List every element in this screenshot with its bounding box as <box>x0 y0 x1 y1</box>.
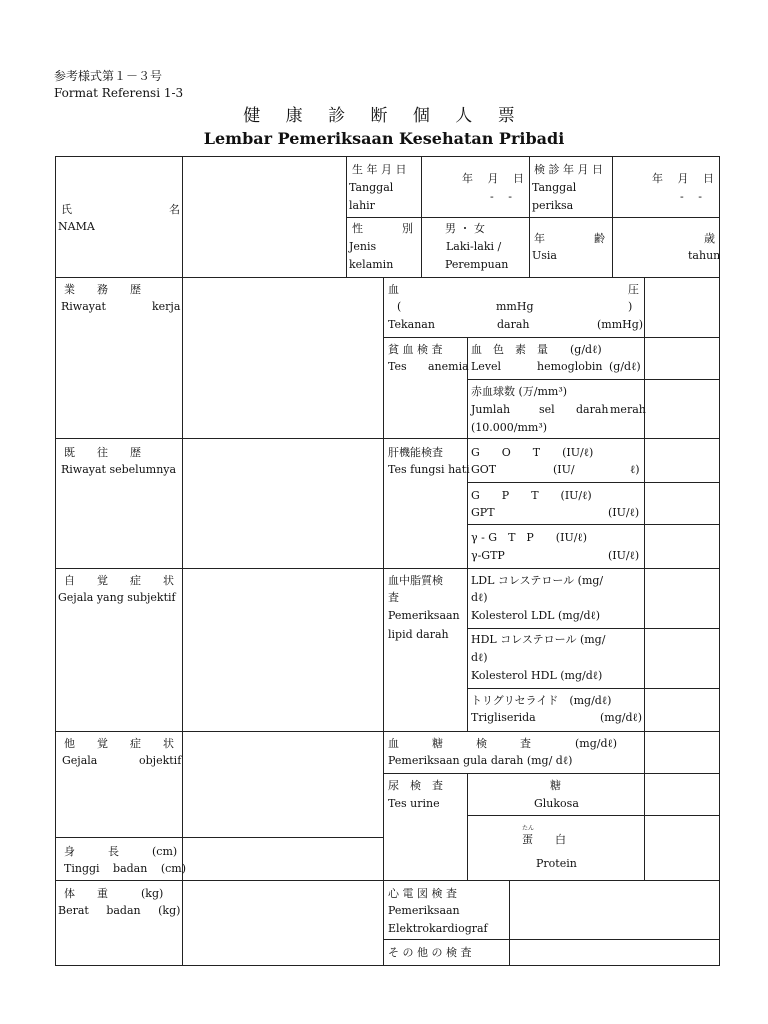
rbc-label-id-d: merah <box>610 403 646 416</box>
bp-label-jp-b: 圧 <box>628 283 639 296</box>
hemoglobin-label-jp: 血 色 素 量 (g/dℓ) <box>471 343 602 356</box>
dob-label-id-1: Tanggal <box>349 181 394 194</box>
hdl-label-jp-1: HDL コレステロール (mg/ <box>471 633 606 646</box>
age-label-jp-b: 齢 <box>594 232 605 245</box>
gpt-label-jp: G P T (IU/ℓ) <box>471 489 592 502</box>
ldl-label-jp-2: dℓ) <box>471 591 488 604</box>
ggtp-field[interactable] <box>645 525 718 567</box>
blood-sugar-field[interactable] <box>645 732 718 772</box>
glucose-field[interactable] <box>645 774 718 814</box>
height-label-id: Tinggi badan (cm) <box>64 862 186 875</box>
sex-option-jp[interactable]: 男 ・ 女 <box>445 222 485 235</box>
rbc-label-id-e: (10.000/mm³) <box>471 421 548 434</box>
rbc-label-id-b: sel <box>539 403 555 416</box>
other-tests-label-jp: そ の 他 の 検 査 <box>388 946 472 959</box>
job-history-field[interactable] <box>183 278 382 437</box>
bp-label-id-a: Tekanan <box>388 318 435 331</box>
dob-label-jp: 生 年 月 日 <box>352 163 407 176</box>
bp-label-id-b: darah <box>497 318 530 331</box>
name-label-jp-a: 氏 <box>61 203 72 216</box>
weight-field[interactable] <box>183 881 382 965</box>
got-label-id-c: ℓ) <box>630 463 640 476</box>
medical-history-field[interactable] <box>183 439 382 567</box>
triglyceride-label-jp: トリグリセライド (mg/dℓ) <box>471 694 612 707</box>
height-field[interactable] <box>183 838 382 879</box>
sex-option-id-1: Laki-laki / <box>446 240 502 253</box>
glucose-label-jp: 糖 <box>550 779 561 792</box>
ecg-label-id-2: Elektrokardiograf <box>388 922 488 935</box>
blood-sugar-label-jp: 血 糖 検 査 (mg/dℓ) <box>388 737 618 750</box>
subjective-symptoms-label-jp: 自 覚 症 状 <box>64 574 174 587</box>
gpt-label-id-a: GPT <box>471 506 495 519</box>
hdl-label-jp-2: dℓ) <box>471 651 488 664</box>
urine-test-label-id: Tes urine <box>388 797 440 810</box>
bp-field[interactable] <box>645 278 718 336</box>
job-history-label-jp: 業 務 歴 <box>64 283 141 296</box>
exam-date-label-jp: 検 診 年 月 日 <box>534 163 603 176</box>
height-label-jp: 身 長 (cm) <box>64 845 178 858</box>
subjective-symptoms-label-id: Gejala yang subjektif <box>58 591 176 604</box>
weight-label-id: Berat badan (kg) <box>58 904 181 917</box>
protein-ruby: たん <box>522 825 535 832</box>
ldl-field[interactable] <box>645 569 718 627</box>
lipid-test-label-jp-2: 査 <box>388 591 399 604</box>
bp-paren-left: ( <box>397 300 402 313</box>
rbc-field[interactable] <box>645 380 718 437</box>
urine-test-label-jp: 尿 検 査 <box>388 779 443 792</box>
name-label-jp-b: 名 <box>169 203 180 216</box>
anemia-label-jp: 貧 血 検 査 <box>388 343 443 356</box>
ldl-label-jp-1: LDL コレステロール (mg/ <box>471 574 604 587</box>
objective-symptoms-label-id-a: Gejala <box>62 754 98 767</box>
ggtp-label-id-b: (IU/ℓ) <box>608 549 640 562</box>
hdl-field[interactable] <box>645 629 718 687</box>
dob-value-dash: - - <box>490 190 512 203</box>
form-title-id: Lembar Pemeriksaan Kesehatan Pribadi <box>203 129 565 148</box>
protein-label-jp: 蛋 白 <box>522 833 566 846</box>
reference-number-jp: 参考様式第１－３号 <box>54 69 163 83</box>
triglyceride-label-id-a: Trigliserida <box>471 711 536 724</box>
protein-field[interactable] <box>645 816 718 879</box>
lipid-test-label-id-1: Pemeriksaan <box>388 609 460 622</box>
sex-option-id-2: Perempuan <box>445 258 509 271</box>
glucose-label-id: Glukosa <box>534 797 579 810</box>
weight-label-jp: 体 重 (kg) <box>64 887 164 900</box>
ggtp-label-jp: γ - G T P (IU/ℓ) <box>471 531 587 544</box>
job-history-label-id-b: kerja <box>152 300 181 313</box>
name-label-id: NAMA <box>58 220 95 233</box>
hemoglobin-label-id-a: Level <box>471 360 502 373</box>
form-title-jp: 健 康 診 断 個 人 票 <box>243 106 525 126</box>
age-unit-id: tahun <box>688 249 721 262</box>
lipid-test-label-id-2: lipid darah <box>388 628 449 641</box>
hemoglobin-field[interactable] <box>645 338 718 378</box>
exam-date-value-jp: 年 月 日 <box>652 172 714 185</box>
lipid-test-label-jp-1: 血中脂質検 <box>388 574 443 587</box>
ecg-label-jp: 心 電 図 検 査 <box>388 887 457 900</box>
gpt-field[interactable] <box>645 483 718 523</box>
dob-field[interactable] <box>422 157 528 216</box>
got-label-id-b: (IU/ <box>553 463 575 476</box>
medical-history-label-id: Riwayat sebelumnya <box>61 463 177 476</box>
age-unit-jp: 歳 <box>704 232 715 245</box>
exam-date-label-id-2: periksa <box>532 199 574 212</box>
exam-date-label-id-1: Tanggal <box>532 181 577 194</box>
bp-label-id-c: (mmHg) <box>597 318 644 331</box>
sex-label-id-1: Jenis <box>349 240 377 253</box>
rbc-label-jp: 赤血球数 (万/mm³) <box>471 385 568 398</box>
anemia-label-id-b: anemia <box>428 360 469 373</box>
triglyceride-label-id-b: (mg/dℓ) <box>600 711 643 724</box>
bp-label-jp-a: 血 <box>388 283 399 296</box>
blood-sugar-label-id: Pemeriksaan gula darah (mg/ dℓ) <box>388 754 573 767</box>
sex-label-id-2: kelamin <box>349 258 394 271</box>
objective-symptoms-field[interactable] <box>183 732 382 836</box>
got-label-jp: G O T (IU/ℓ) <box>471 446 594 459</box>
anemia-label-id-a: Tes <box>388 360 407 373</box>
objective-symptoms-label-jp: 他 覚 症 状 <box>64 737 174 750</box>
rbc-label-id-a: Jumlah <box>471 403 511 416</box>
hemoglobin-label-id-b: hemoglobin <box>537 360 603 373</box>
rbc-label-id-c: darah <box>576 403 609 416</box>
age-field[interactable] <box>613 218 721 276</box>
hdl-label-id: Kolesterol HDL (mg/dℓ) <box>471 669 603 682</box>
age-label-jp-a: 年 <box>534 232 545 245</box>
medical-history-label-jp: 既 往 歴 <box>64 446 141 459</box>
name-field[interactable] <box>183 157 345 276</box>
job-history-label-id-a: Riwayat <box>61 300 106 313</box>
ldl-label-id: Kolesterol LDL (mg/dℓ) <box>471 609 601 622</box>
exam-date-value-dash: - - <box>680 190 702 203</box>
sex-label-jp-a: 性 <box>352 222 363 235</box>
protein-label-id: Protein <box>536 857 577 870</box>
dob-label-id-2: lahir <box>349 199 375 212</box>
other-tests-field[interactable] <box>510 940 718 964</box>
got-label-id-a: GOT <box>471 463 497 476</box>
subjective-symptoms-field[interactable] <box>183 569 382 730</box>
exam-date-field[interactable] <box>613 157 718 216</box>
sex-label-jp-b: 別 <box>402 222 413 235</box>
dob-value-jp: 年 月 日 <box>462 172 524 185</box>
liver-test-label-jp: 肝機能検査 <box>388 446 443 459</box>
ggtp-label-id-a: γ-GTP <box>471 549 505 562</box>
bp-paren-right: ) <box>628 300 633 313</box>
ecg-label-id-1: Pemeriksaan <box>388 904 460 917</box>
gpt-label-id-b: (IU/ℓ) <box>608 506 640 519</box>
got-field[interactable] <box>645 439 718 481</box>
age-label-id: Usia <box>532 249 557 262</box>
objective-symptoms-label-id-b: objektif <box>139 754 182 767</box>
ecg-field[interactable] <box>510 881 718 938</box>
hemoglobin-label-id-c: (g/dℓ) <box>609 360 641 373</box>
reference-number-id: Format Referensi 1-3 <box>54 86 184 100</box>
liver-test-label-id: Tes fungsi hati <box>388 463 470 476</box>
triglyceride-field[interactable] <box>645 689 718 730</box>
bp-unit: mmHg <box>496 300 534 313</box>
